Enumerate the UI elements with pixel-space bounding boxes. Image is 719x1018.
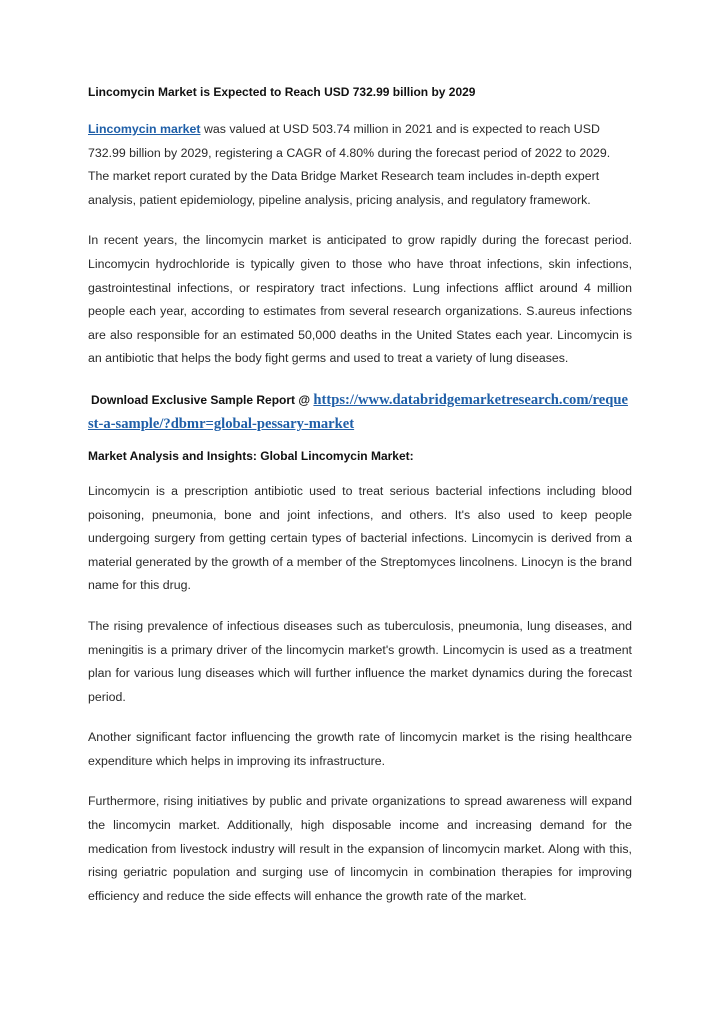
document-page xyxy=(88,80,632,925)
initiatives-paragraph: Furthermore, rising initiatives by public and private organizations to spread awareness will expand the lincomycin market. Additionally, high disposable income and increasing demand for the medication from livestock industry will result in the expansion of lincomycin market. Along with this, rising geriatric population and surging use of lincomycin in combination therapies for improving efficiency and reduce the side effects will enhance the growth rate of the market. xyxy=(88,794,632,903)
expenditure-paragraph: Another significant factor influencing the growth rate of lincomycin market is the rising healthcare expenditure which helps in improving its infrastructure. xyxy=(88,730,632,768)
download-sample-label: Download Exclusive Sample Report @ xyxy=(91,392,314,407)
document-title: Lincomycin Market is Expected to Reach USD 732.99 billion by 2029 xyxy=(88,85,476,99)
intro-text: was valued at USD 503.74 million in 2021 and is expected to reach USD 732.99 billion by 2029, registering a CAGR of 4.80% during the forecast period of 2022 to 2029. The market report curated by the Data Bridge Market Research team includes in-depth expert analysis, patient epidemiology, pipeline analysis, pricing analysis, and regulatory framework. xyxy=(88,122,611,207)
prescription-paragraph: Lincomycin is a prescription antibiotic used to treat serious bacterial infections including blood poisoning, pneumonia, bone and joint infections, and others. It's also used to keep people undergoing surgery from getting certain types of bacterial infections. Lincomycin is derived from a material generated by the growth of a member of the Streptomyces lincolnens. Linocyn is the brand name for this drug. xyxy=(88,483,632,593)
lincomycin-market-link[interactable]: Lincomycin market xyxy=(88,122,201,136)
analysis-heading: Market Analysis and Insights: Global Lincomycin Market: xyxy=(88,448,414,463)
sample-report-link[interactable]: https://www.databridgemarketresearch.com/request-a-sample/?dbmr=global-pessary-market xyxy=(88,391,628,432)
download-sample-line xyxy=(88,388,632,436)
recent-years-paragraph: In recent years, the lincomycin market is anticipated to grow rapidly during the forecast period. Lincomycin hydrochloride is typically given to those who have throat infections, skin infections, gastrointestinal infections, or respiratory tract infections. Lung infections afflict around 4 million people each year, according to estimates from several research organizations. S.aureus infections are also responsible for an estimated 50,000 deaths in the United States each year. Lincomycin is an antibiotic that helps the body fight germs and used to treat a variety of lung diseases. xyxy=(88,233,632,366)
prevalence-paragraph: The rising prevalence of infectious diseases such as tuberculosis, pneumonia, lung diseases, and meningitis is a primary driver of the lincomycin market's growth. Lincomycin is used as a treatment plan for various lung diseases which will further influence the market dynamics during the forecast period. xyxy=(88,618,632,704)
intro-paragraph xyxy=(88,118,632,212)
